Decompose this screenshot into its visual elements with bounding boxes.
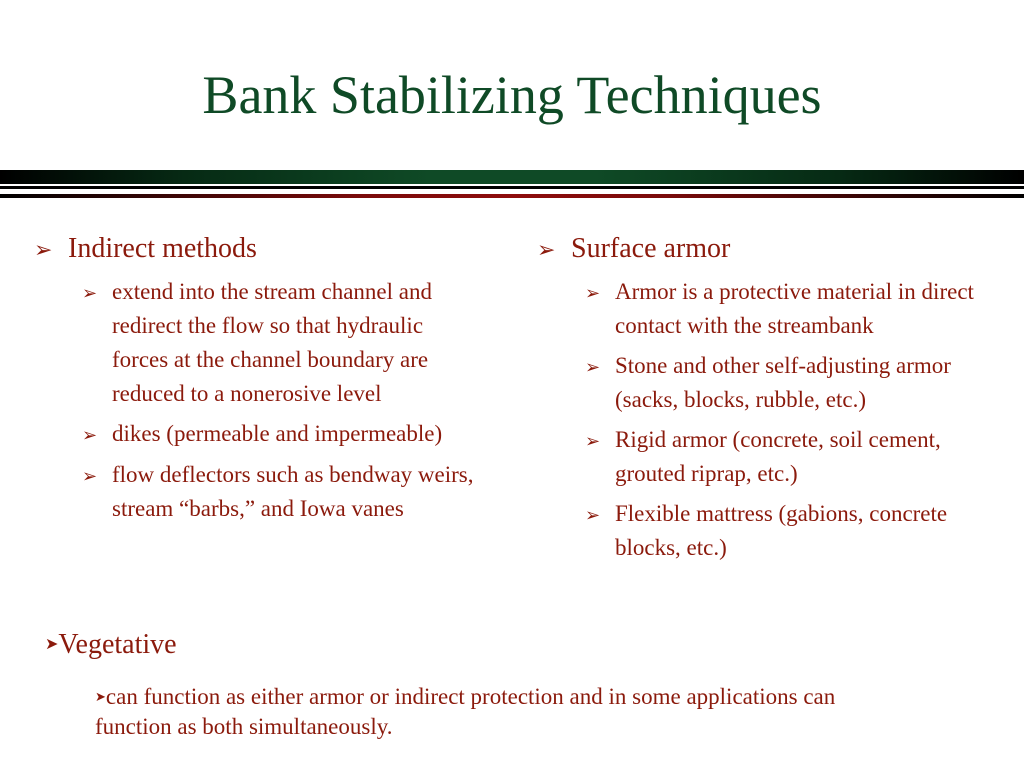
sub-bullet bbox=[585, 497, 1003, 565]
bullet-heading: Indirect methods bbox=[68, 233, 257, 264]
arrow-bullet-icon: ➢ bbox=[585, 283, 601, 303]
bullet-heading: Surface armor bbox=[571, 233, 731, 264]
bullet-surface-armor bbox=[533, 232, 1003, 267]
left-column bbox=[30, 232, 500, 532]
sub-bullet-text: extend into the stream channel and redirect the flow so that hydraulic forces at the channel boundary are reduced to a nonerosive level bbox=[112, 279, 432, 406]
sub-bullet bbox=[585, 423, 1003, 491]
bullet-vegetative bbox=[45, 628, 177, 662]
bullet-heading: Vegetative bbox=[58, 629, 177, 660]
sub-bullet bbox=[82, 275, 500, 411]
sub-bullet-text: dikes (permeable and impermeable) bbox=[112, 421, 443, 446]
slide-title: Bank Stabilizing Techniques bbox=[202, 65, 822, 125]
sub-bullet bbox=[82, 417, 500, 452]
vegetative-description bbox=[95, 682, 855, 742]
right-column bbox=[533, 232, 1003, 571]
sub-bullet-text: Stone and other self-adjusting armor (sacks, blocks, rubble, etc.) bbox=[615, 353, 951, 412]
sub-bullet-text: Rigid armor (concrete, soil cement, grouted riprap, etc.) bbox=[615, 427, 941, 486]
arrow-bullet-icon: ➢ bbox=[82, 283, 98, 303]
bullet-indirect-methods bbox=[30, 232, 500, 267]
arrow-bullet-icon: ➢ bbox=[537, 237, 556, 262]
sub-bullet bbox=[585, 349, 1003, 417]
arrow-bullet-icon: ➢ bbox=[585, 505, 601, 525]
sub-bullet-text: can function as either armor or indirect protection and in some applications can function as both simultaneously. bbox=[95, 684, 836, 739]
arrow-bullet-icon: ➢ bbox=[82, 425, 98, 445]
arrow-bullet-icon: ➢ bbox=[585, 431, 601, 451]
divider-band-black bbox=[0, 186, 1024, 189]
divider-band-green bbox=[0, 170, 1024, 184]
arrow-bullet-icon: ➢ bbox=[82, 466, 98, 486]
sub-bullet bbox=[585, 275, 1003, 343]
feather-arrow-icon: ➤ bbox=[45, 636, 59, 653]
divider-band-red bbox=[0, 194, 1024, 198]
sub-bullet-text: flow deflectors such as bendway weirs, stream “barbs,” and Iowa vanes bbox=[112, 462, 474, 521]
arrow-bullet-icon: ➢ bbox=[585, 357, 601, 377]
sub-bullet-text: Flexible mattress (gabions, concrete blocks, etc.) bbox=[615, 501, 948, 560]
sub-bullet-text: Armor is a protective material in direct contact with the streambank bbox=[615, 279, 974, 338]
arrow-bullet-icon: ➢ bbox=[34, 237, 53, 262]
feather-arrow-icon: ➤ bbox=[95, 689, 106, 704]
sub-bullet bbox=[82, 458, 500, 526]
